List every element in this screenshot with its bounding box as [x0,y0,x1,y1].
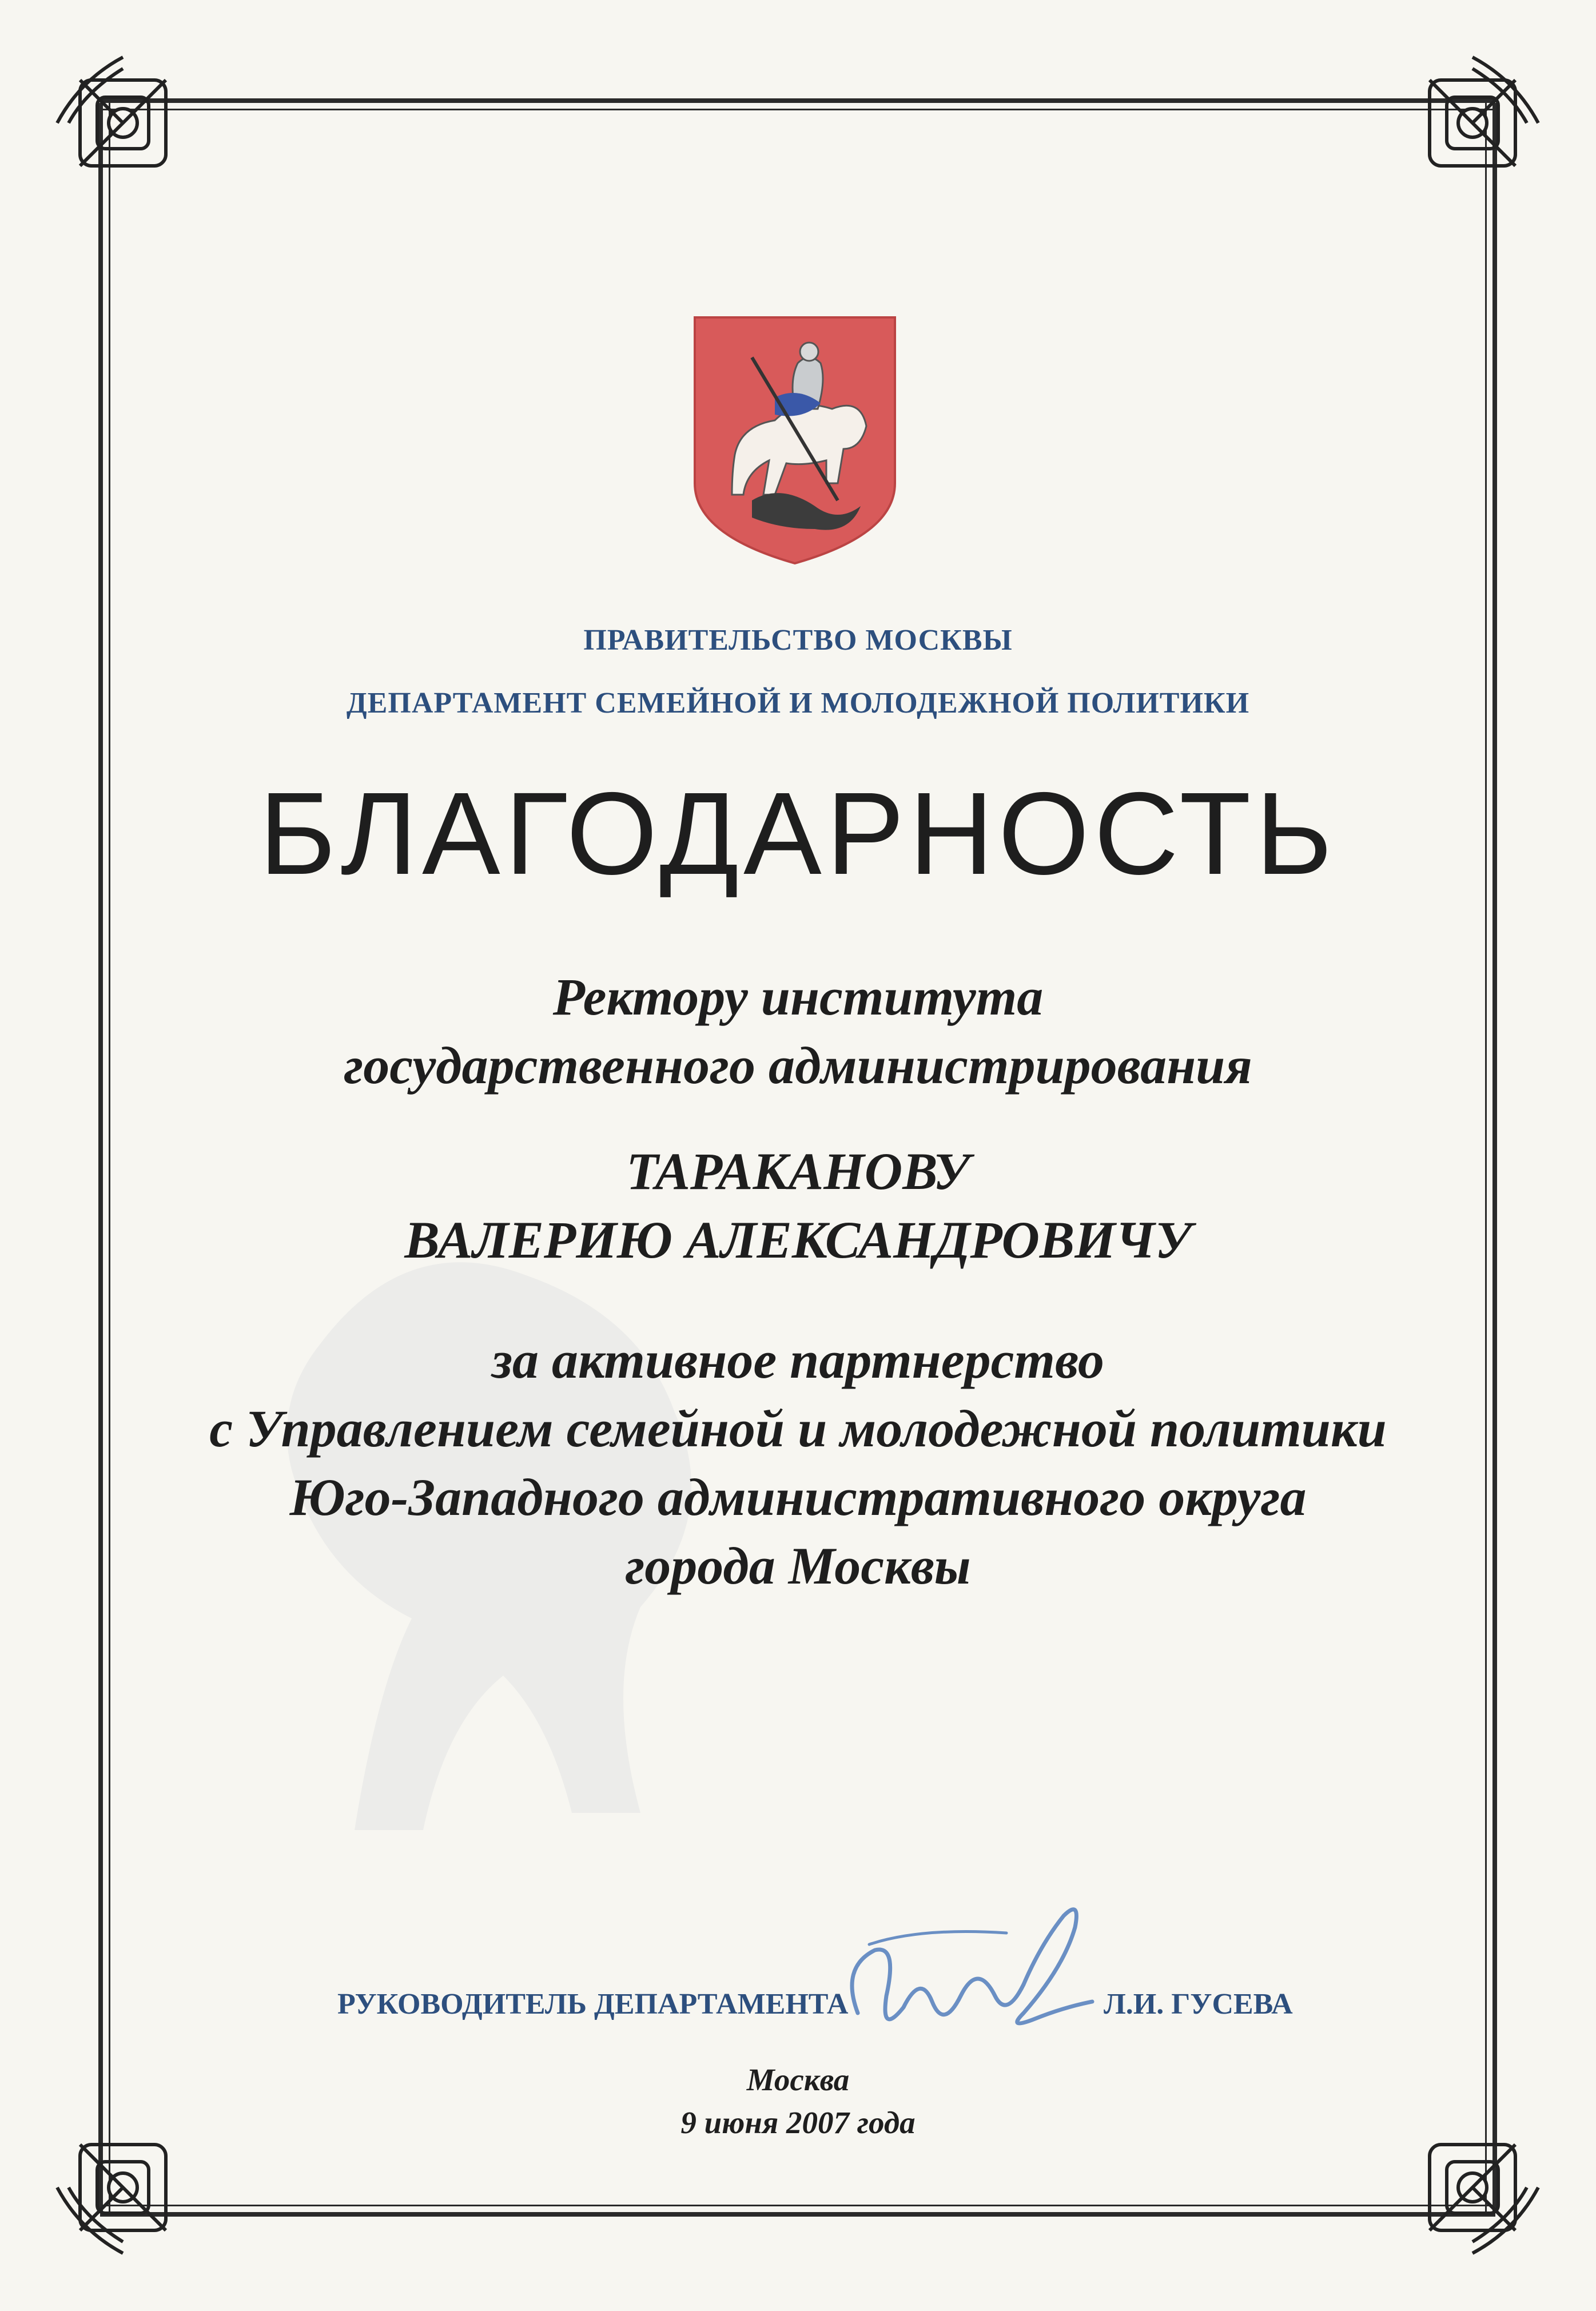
moscow-coat-of-arms-icon [689,312,901,569]
signer-name: Л.И. ГУСЕВА [1104,1988,1293,2020]
corner-ornament-top-right-icon [1395,46,1550,200]
frame-top-inner [100,109,1495,110]
signer-title: РУКОВОДИТЕЛЬ ДЕПАРТАМЕНТА [337,1988,849,2020]
frame-bottom-inner [100,2205,1495,2206]
recipient-given-names: ВАЛЕРИЮ АЛЕКСАНДРОВИЧУ [404,1211,1192,1269]
reason-line-4: города Москвы [625,1537,971,1595]
organization-name: ПРАВИТЕЛЬСТВО МОСКВЫ [583,624,1013,657]
frame-bottom-outer [100,2212,1495,2217]
frame-top-outer [100,98,1495,103]
recipient-position-line-1: Ректору института [552,968,1044,1026]
reason-line-1: за активное партнерство [492,1331,1104,1389]
recipient-surname: ТАРАКАНОВУ [626,1142,970,1200]
document-date: 9 июня 2007 года [680,2105,916,2140]
handwritten-signature [835,1864,1109,2070]
document-title: БЛАГОДАРНОСТЬ [258,768,1338,899]
reason-line-3: Юго-Западного административного округа [289,1468,1307,1526]
reason-line-2: с Управлением семейной и молодежной политики [209,1399,1387,1458]
department-name: ДЕПАРТАМЕНТ СЕМЕЙНОЙ И МОЛОДЕЖНОЙ ПОЛИТИКИ [346,687,1250,719]
corner-ornament-top-left-icon [46,46,200,200]
document-city: Москва [746,2062,850,2097]
recipient-position-line-2: государственного администрирования [344,1036,1252,1095]
